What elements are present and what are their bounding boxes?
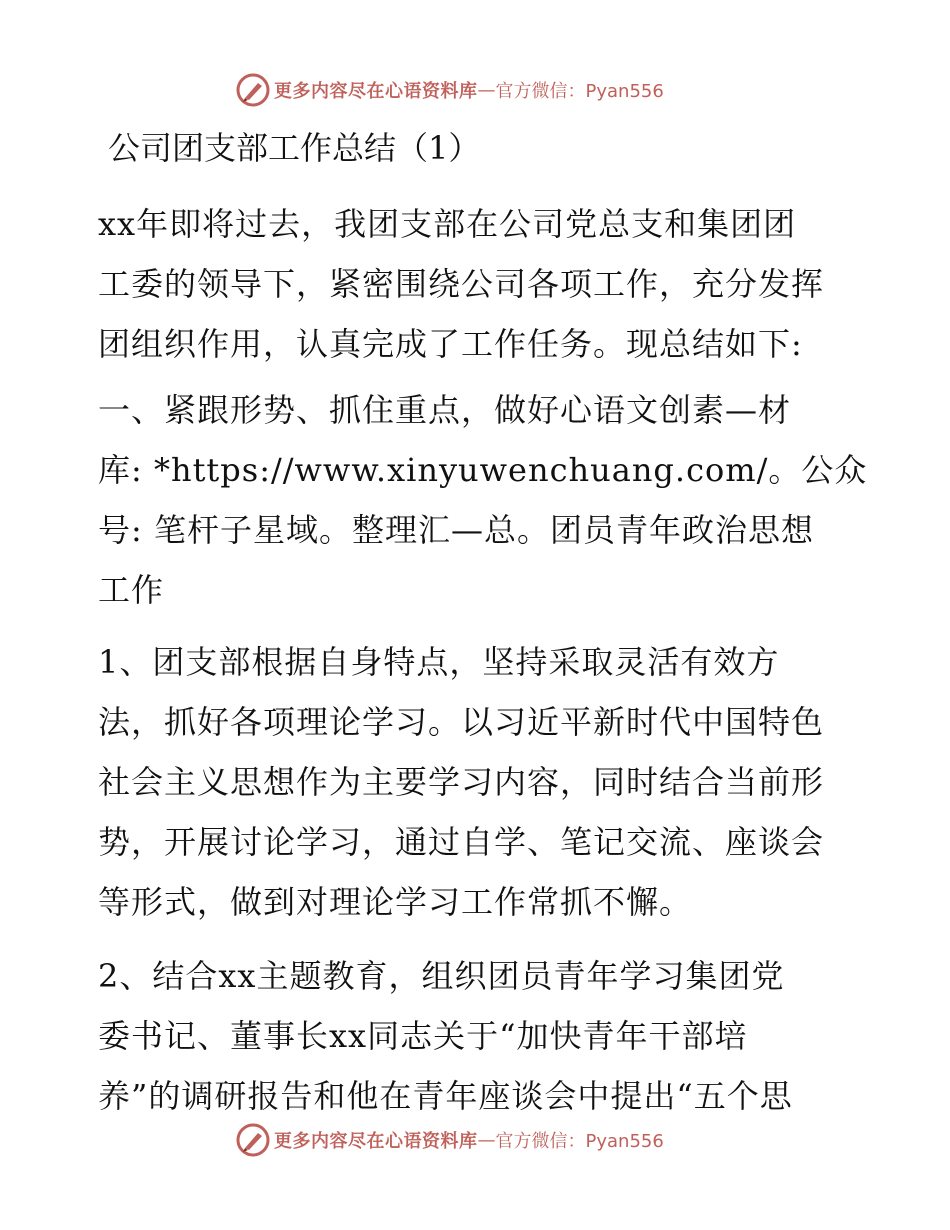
paragraph-line: 团组织作用，认真完成了工作任务。现总结如下: — [98, 325, 803, 363]
paragraph-line: 2、结合xx主题教育，组织团员青年学习集团党 — [98, 957, 785, 995]
paragraph-line: 社会主义思想作为主要学习内容，同时结合当前形 — [98, 763, 825, 801]
paragraph-item-two — [98, 946, 858, 1126]
watermark-separator: — — [477, 79, 496, 101]
paragraph-line: 号: 笔杆子星域。整理汇—总。团员青年政治思想 — [98, 511, 814, 549]
paragraph-line: 等形式，做到对理论学习工作常抓不懈。 — [98, 883, 693, 921]
pen-logo-icon — [236, 73, 270, 107]
paragraph-item-one — [98, 632, 858, 932]
watermark-banner-top — [236, 72, 664, 108]
watermark-wechat: 官方微信：Pyan556 — [495, 1131, 664, 1152]
paragraph-line: 一、紧跟形势、抓住重点，做好心语文创素—材 — [98, 391, 792, 429]
paragraph-line: 工作 — [98, 571, 165, 609]
paragraph-line: xx年即将过去，我团支部在公司党总支和集团团 — [98, 205, 797, 243]
paragraph-line: 工委的领导下，紧密围绕公司各项工作，充分发挥 — [98, 265, 825, 303]
document-title: 公司团支部工作总结（1） — [108, 129, 481, 167]
watermark-text: 更多内容尽在心语资料库 — [274, 1131, 478, 1152]
paragraph-intro — [98, 194, 858, 374]
pen-logo-icon — [236, 1123, 270, 1157]
watermark-text: 更多内容尽在心语资料库 — [274, 81, 478, 102]
watermark-banner-bottom — [236, 1122, 664, 1158]
watermark-separator: — — [477, 1129, 496, 1151]
paragraph-section-one — [98, 380, 868, 620]
paragraph-line: 委书记、董事长xx同志关于“加快青年干部培 — [98, 1017, 748, 1055]
paragraph-line: 1、团支部根据自身特点，坚持采取灵活有效方 — [98, 643, 780, 681]
paragraph-line: 养”的调研报告和他在青年座谈会中提出“五个思 — [98, 1077, 793, 1115]
watermark-wechat: 官方微信：Pyan556 — [495, 81, 664, 102]
paragraph-line: 库: *https://www.xinyuwenchuang.com/。公众 — [98, 451, 868, 489]
paragraph-line: 势，开展讨论学习，通过自学、笔记交流、座谈会 — [98, 823, 825, 861]
paragraph-line: 法，抓好各项理论学习。以习近平新时代中国特色 — [98, 703, 825, 741]
